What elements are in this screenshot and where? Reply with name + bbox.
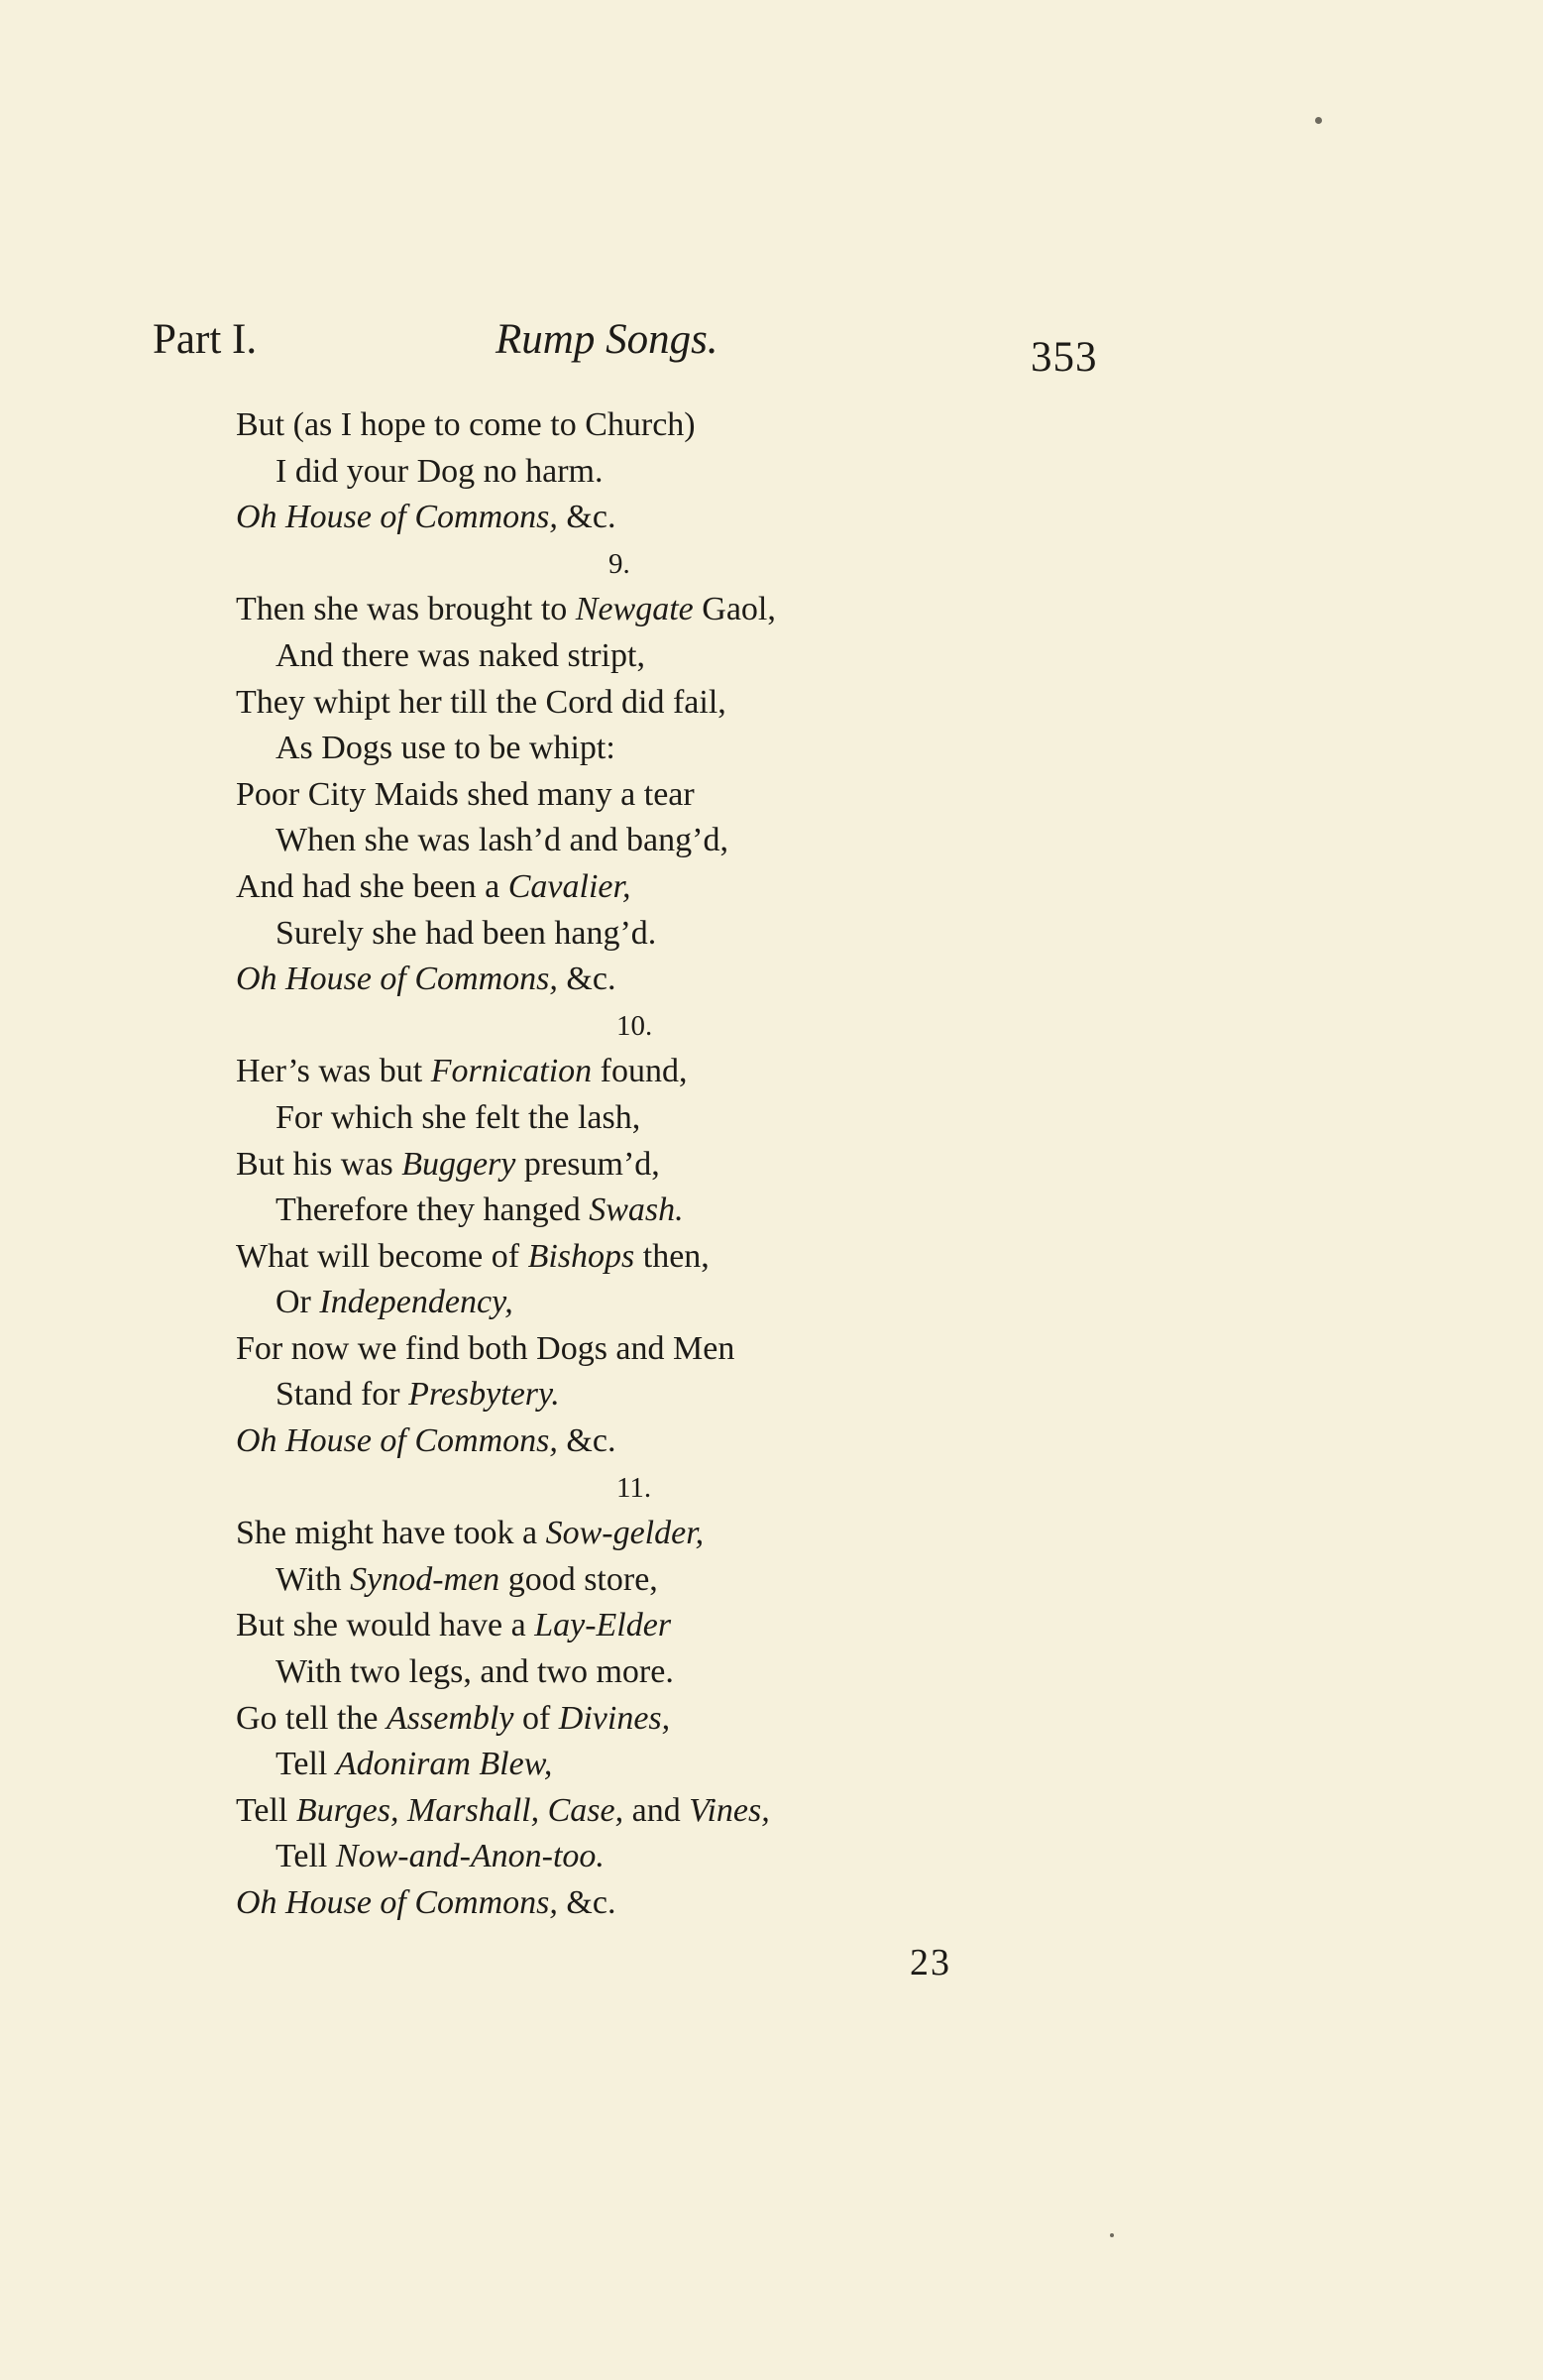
verse-line: Therefore they hanged Swash. <box>276 1191 684 1229</box>
verse-line: When she was lash’d and bang’d, <box>276 822 728 859</box>
verse-line: As Dogs use to be whipt: <box>276 730 615 767</box>
running-title: Rump Songs. <box>496 316 718 363</box>
verse-line: I did your Dog no harm. <box>276 452 604 490</box>
stanza-number: 11. <box>616 1471 652 1504</box>
verse-line: Tell Adoniram Blew, <box>276 1746 553 1783</box>
verse-line: Then she was brought to Newgate Gaol, <box>236 591 776 628</box>
poem-text <box>236 402 1128 1927</box>
signature-mark: 23 <box>910 1942 951 1983</box>
stanza-number: 10. <box>616 1009 653 1042</box>
running-header <box>153 315 1104 381</box>
verse-line: With Synod-men good store, <box>276 1560 658 1598</box>
verse-line: They whipt her till the Cord did fail, <box>236 683 726 721</box>
paper-speck <box>1315 117 1322 124</box>
verse-line: And there was naked stript, <box>276 636 645 674</box>
part-label: Part I. <box>153 316 258 363</box>
chorus-line: Oh House of Commons, &c. <box>236 1422 616 1460</box>
verse-line: Her’s was but Fornication found, <box>236 1053 688 1090</box>
verse-line: For now we find both Dogs and Men <box>236 1329 735 1367</box>
verse-line: Poor City Maids shed many a tear <box>236 775 695 813</box>
verse-line: What will become of Bishops then, <box>236 1237 710 1275</box>
chorus-line: Oh House of Commons, &c. <box>236 961 616 998</box>
chorus-line: Oh House of Commons, &c. <box>236 499 616 536</box>
paper-speck <box>1110 2233 1114 2237</box>
chorus-line: Oh House of Commons, &c. <box>236 1884 616 1921</box>
verse-line: Surely she had been hang’d. <box>276 914 657 952</box>
verse-line: And had she been a Cavalier, <box>236 867 631 905</box>
page-number: 353 <box>1031 334 1098 381</box>
verse-line: For which she felt the lash, <box>276 1098 641 1136</box>
verse-line: Stand for Presbytery. <box>276 1376 560 1414</box>
stanza-number: 9. <box>608 547 630 580</box>
verse-line: Or Independency, <box>276 1284 513 1321</box>
verse-line: With two legs, and two more. <box>276 1653 674 1691</box>
verse-line: Tell Now-and-Anon-too. <box>276 1838 605 1875</box>
verse-line: But (as I hope to come to Church) <box>236 406 696 443</box>
verse-line: Tell Burges, Marshall, Case, and Vines, <box>236 1791 770 1829</box>
verse-line: But she would have a Lay-Elder <box>236 1607 672 1644</box>
verse-line: But his was Buggery presum’d, <box>236 1145 660 1183</box>
verse-line: Go tell the Assembly of Divines, <box>236 1699 671 1737</box>
verse-line: She might have took a Sow-gelder, <box>236 1515 705 1552</box>
